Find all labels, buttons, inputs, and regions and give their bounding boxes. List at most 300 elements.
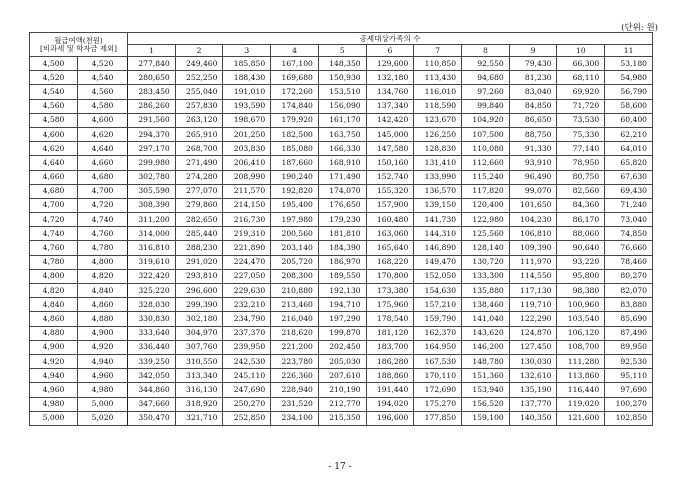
tax-cell: 145,000 (366, 127, 414, 141)
table-row (30, 397, 653, 411)
tax-cell: 314,000 (128, 227, 176, 241)
tax-cell: 111,280 (557, 354, 605, 368)
income-to-cell: 4,980 (78, 383, 128, 397)
unit-label: (단위: 원) (621, 23, 658, 33)
tax-cell: 157,900 (366, 198, 414, 212)
tax-cell: 257,830 (175, 99, 223, 113)
tax-cell: 268,700 (175, 142, 223, 156)
income-from-cell: 4,660 (30, 170, 78, 184)
tax-cell: 212,770 (318, 397, 366, 411)
tax-cell: 219,310 (223, 227, 271, 241)
table-row (30, 312, 653, 326)
tax-cell: 221,890 (223, 241, 271, 255)
income-from-cell: 4,860 (30, 312, 78, 326)
tax-cell: 54,980 (605, 71, 653, 85)
tax-cell: 168,220 (366, 255, 414, 269)
tax-cell: 282,650 (175, 213, 223, 227)
tax-cell: 255,040 (175, 85, 223, 99)
tax-cell: 159,100 (462, 411, 510, 425)
tax-cell: 77,140 (557, 142, 605, 156)
income-from-cell: 4,700 (30, 198, 78, 212)
tax-cell: 175,270 (414, 397, 462, 411)
income-to-cell: 4,720 (78, 198, 128, 212)
tax-cell: 195,400 (271, 198, 319, 212)
tax-cell: 203,140 (271, 241, 319, 255)
tax-cell: 249,460 (175, 57, 223, 71)
tax-cell: 203,830 (223, 142, 271, 156)
tax-cell: 130,030 (509, 354, 557, 368)
tax-cell: 131,410 (414, 156, 462, 170)
income-from-cell: 4,800 (30, 269, 78, 283)
tax-cell: 152,740 (366, 170, 414, 184)
tax-cell: 78,460 (605, 255, 653, 269)
tax-cell: 211,570 (223, 184, 271, 198)
tax-cell: 86,650 (509, 113, 557, 127)
table-row (30, 284, 653, 298)
tax-cell: 113,860 (557, 369, 605, 383)
tax-cell: 83,880 (605, 298, 653, 312)
table-row (30, 298, 653, 312)
income-from-cell: 4,540 (30, 85, 78, 99)
tax-cell: 74,850 (605, 227, 653, 241)
tax-cell: 80,750 (557, 170, 605, 184)
tax-cell: 80,270 (605, 269, 653, 283)
table-row (30, 127, 653, 141)
tax-cell: 218,620 (271, 326, 319, 340)
tax-cell: 123,670 (414, 113, 462, 127)
tax-cell: 122,290 (509, 312, 557, 326)
tax-cell: 129,600 (366, 57, 414, 71)
tax-cell: 221,200 (271, 340, 319, 354)
income-to-cell: 4,680 (78, 170, 128, 184)
tax-cell: 92,550 (462, 57, 510, 71)
tax-cell: 106,120 (557, 326, 605, 340)
table-row (30, 113, 653, 127)
tax-cell: 130,720 (462, 255, 510, 269)
tax-cell: 104,920 (462, 113, 510, 127)
tax-cell: 163,060 (366, 227, 414, 241)
tax-cell: 252,250 (175, 71, 223, 85)
income-from-cell: 4,560 (30, 99, 78, 113)
tax-cell: 71,240 (605, 198, 653, 212)
tax-cell: 229,630 (223, 284, 271, 298)
tax-cell: 139,150 (414, 198, 462, 212)
tax-cell: 58,600 (605, 99, 653, 113)
tax-cell: 162,370 (414, 326, 462, 340)
tax-cell: 140,350 (509, 411, 557, 425)
income-from-cell: 4,940 (30, 369, 78, 383)
tax-cell: 205,030 (318, 354, 366, 368)
tax-cell: 188,430 (223, 71, 271, 85)
tax-cell: 69,920 (557, 85, 605, 99)
income-from-cell: 4,820 (30, 284, 78, 298)
table-row (30, 369, 653, 383)
tax-cell: 138,460 (462, 298, 510, 312)
income-to-cell: 4,920 (78, 340, 128, 354)
tax-cell: 307,760 (175, 340, 223, 354)
income-to-cell: 4,560 (78, 85, 128, 99)
tax-cell: 313,340 (175, 369, 223, 383)
tax-cell: 90,640 (557, 241, 605, 255)
tax-cell: 188,860 (366, 369, 414, 383)
tax-cell: 178,540 (366, 312, 414, 326)
tax-cell: 224,470 (223, 255, 271, 269)
income-from-cell: 4,580 (30, 113, 78, 127)
tax-cell: 114,550 (509, 269, 557, 283)
tax-cell: 174,840 (271, 99, 319, 113)
tax-cell: 164,950 (414, 340, 462, 354)
tax-cell: 250,270 (223, 397, 271, 411)
tax-cell: 182,500 (271, 127, 319, 141)
tax-cell: 93,910 (509, 156, 557, 170)
tax-cell: 197,980 (271, 213, 319, 227)
income-to-cell: 4,660 (78, 156, 128, 170)
tax-cell: 173,380 (366, 284, 414, 298)
tax-cell: 85,690 (605, 312, 653, 326)
income-to-cell: 4,960 (78, 369, 128, 383)
tax-cell: 316,810 (128, 241, 176, 255)
tax-cell: 199,870 (318, 326, 366, 340)
tax-cell: 126,250 (414, 127, 462, 141)
tax-cell: 186,970 (318, 255, 366, 269)
tax-cell: 210,880 (271, 284, 319, 298)
income-from-cell: 4,740 (30, 227, 78, 241)
tax-cell: 92,530 (605, 354, 653, 368)
tax-cell: 100,960 (557, 298, 605, 312)
tax-cell: 132,610 (509, 369, 557, 383)
tax-cell: 192,820 (271, 184, 319, 198)
tax-cell: 179,230 (318, 213, 366, 227)
income-from-cell: 4,840 (30, 298, 78, 312)
income-to-cell: 4,520 (78, 57, 128, 71)
income-from-cell: 4,640 (30, 156, 78, 170)
tax-cell: 194,710 (318, 298, 366, 312)
tax-cell: 185,080 (271, 142, 319, 156)
tax-cell: 141,040 (462, 312, 510, 326)
tax-cell: 65,820 (605, 156, 653, 170)
tax-cell: 148,780 (462, 354, 510, 368)
tax-cell: 86,170 (557, 213, 605, 227)
tax-cell: 304,970 (175, 326, 223, 340)
income-from-cell: 4,920 (30, 354, 78, 368)
tax-cell: 76,660 (605, 241, 653, 255)
tax-cell: 146,890 (414, 241, 462, 255)
tax-cell: 285,440 (175, 227, 223, 241)
tax-cell: 293,810 (175, 269, 223, 283)
tax-cell: 88,750 (509, 127, 557, 141)
tax-cell: 318,920 (175, 397, 223, 411)
income-from-cell: 4,960 (30, 383, 78, 397)
tax-cell: 291,020 (175, 255, 223, 269)
row-header-text: 월급여액(천원) [비과세 및 학자금 제외] (39, 35, 118, 53)
table-row (30, 241, 653, 255)
tax-cell: 117,130 (509, 284, 557, 298)
col-header: 9 (509, 45, 557, 57)
tax-table (29, 32, 653, 426)
income-to-cell: 4,780 (78, 241, 128, 255)
table-row (30, 184, 653, 198)
table-body (30, 57, 653, 426)
tax-cell: 231,520 (271, 397, 319, 411)
tax-cell: 102,850 (605, 411, 653, 425)
tax-cell: 128,830 (414, 142, 462, 156)
tax-cell: 110,850 (414, 57, 462, 71)
tax-cell: 128,140 (462, 241, 510, 255)
tax-cell: 237,370 (223, 326, 271, 340)
col-header: 5 (318, 45, 366, 57)
col-header: 8 (462, 45, 510, 57)
tax-cell: 66,300 (557, 57, 605, 71)
tax-cell: 311,200 (128, 213, 176, 227)
tax-cell: 93,220 (557, 255, 605, 269)
tax-cell: 89,950 (605, 340, 653, 354)
tax-cell: 174,070 (318, 184, 366, 198)
income-from-cell: 4,760 (30, 241, 78, 255)
tax-cell: 110,080 (462, 142, 510, 156)
tax-cell: 165,640 (366, 241, 414, 255)
tax-cell: 146,200 (462, 340, 510, 354)
income-to-cell: 4,760 (78, 227, 128, 241)
table-row (30, 85, 653, 99)
tax-cell: 91,330 (509, 142, 557, 156)
tax-cell: 336,440 (128, 340, 176, 354)
tax-cell: 279,860 (175, 198, 223, 212)
tax-cell: 252,850 (223, 411, 271, 425)
tax-cell: 87,490 (605, 326, 653, 340)
tax-cell: 170,110 (414, 369, 462, 383)
tax-cell: 263,120 (175, 113, 223, 127)
tax-cell: 95,110 (605, 369, 653, 383)
tax-cell: 124,870 (509, 326, 557, 340)
tax-cell: 193,590 (223, 99, 271, 113)
tax-cell: 98,380 (557, 284, 605, 298)
tax-cell: 75,330 (557, 127, 605, 141)
tax-cell: 339,250 (128, 354, 176, 368)
tax-cell: 147,580 (366, 142, 414, 156)
tax-cell: 71,720 (557, 99, 605, 113)
tax-cell: 62,210 (605, 127, 653, 141)
income-from-cell: 4,720 (30, 213, 78, 227)
tax-cell: 226,360 (271, 369, 319, 383)
income-to-cell: 5,000 (78, 397, 128, 411)
table-row (30, 170, 653, 184)
tax-cell: 53,180 (605, 57, 653, 71)
income-to-cell: 4,820 (78, 269, 128, 283)
tax-cell: 137,770 (509, 397, 557, 411)
col-header: 3 (223, 45, 271, 57)
tax-cell: 196,600 (366, 411, 414, 425)
tax-cell: 274,280 (175, 170, 223, 184)
tax-cell: 125,560 (462, 227, 510, 241)
tax-cell: 200,560 (271, 227, 319, 241)
table-row (30, 57, 653, 71)
tax-cell: 299,980 (128, 156, 176, 170)
col-header: 7 (414, 45, 462, 57)
tax-cell: 99,070 (509, 184, 557, 198)
tax-cell: 79,430 (509, 57, 557, 71)
tax-cell: 117,820 (462, 184, 510, 198)
tax-cell: 245,110 (223, 369, 271, 383)
tax-cell: 181,120 (366, 326, 414, 340)
tax-cell: 297,170 (128, 142, 176, 156)
tax-cell: 325,220 (128, 284, 176, 298)
tax-cell: 171,490 (318, 170, 366, 184)
income-to-cell: 4,860 (78, 298, 128, 312)
tax-cell: 73,530 (557, 113, 605, 127)
income-to-cell: 4,880 (78, 312, 128, 326)
tax-cell: 333,640 (128, 326, 176, 340)
tax-cell: 247,690 (223, 383, 271, 397)
tax-cell: 330,830 (128, 312, 176, 326)
tax-cell: 170,800 (366, 269, 414, 283)
tax-cell: 198,670 (223, 113, 271, 127)
col-header: 4 (271, 45, 319, 57)
income-to-cell: 4,600 (78, 113, 128, 127)
tax-cell: 153,940 (462, 383, 510, 397)
tax-cell: 283,450 (128, 85, 176, 99)
tax-cell: 156,520 (462, 397, 510, 411)
tax-cell: 142,420 (366, 113, 414, 127)
tax-cell: 344,860 (128, 383, 176, 397)
tax-cell: 286,260 (128, 99, 176, 113)
tax-cell: 119,020 (557, 397, 605, 411)
income-to-cell: 4,800 (78, 255, 128, 269)
income-from-cell: 4,680 (30, 184, 78, 198)
tax-cell: 206,410 (223, 156, 271, 170)
tax-cell: 319,610 (128, 255, 176, 269)
tax-cell: 109,390 (509, 241, 557, 255)
tax-cell: 78,950 (557, 156, 605, 170)
tax-cell: 342,050 (128, 369, 176, 383)
tax-cell: 116,010 (414, 85, 462, 99)
tax-cell: 181,810 (318, 227, 366, 241)
tax-cell: 192,130 (318, 284, 366, 298)
tax-cell: 294,370 (128, 127, 176, 141)
tax-cell: 133,300 (462, 269, 510, 283)
tax-cell: 137,340 (366, 99, 414, 113)
income-to-cell: 4,840 (78, 284, 128, 298)
tax-cell: 149,470 (414, 255, 462, 269)
tax-cell: 119,710 (509, 298, 557, 312)
tax-cell: 205,720 (271, 255, 319, 269)
tax-cell: 113,430 (414, 71, 462, 85)
tax-cell: 302,180 (175, 312, 223, 326)
tax-cell: 97,690 (605, 383, 653, 397)
tax-cell: 202,450 (318, 340, 366, 354)
tax-cell: 316,130 (175, 383, 223, 397)
tax-cell: 308,390 (128, 198, 176, 212)
tax-cell: 84,850 (509, 99, 557, 113)
tax-cell: 103,540 (557, 312, 605, 326)
tax-cell: 134,760 (366, 85, 414, 99)
tax-cell: 60,400 (605, 113, 653, 127)
tax-cell: 88,060 (557, 227, 605, 241)
table-row (30, 198, 653, 212)
table-row (30, 227, 653, 241)
tax-cell: 106,810 (509, 227, 557, 241)
tax-cell: 127,450 (509, 340, 557, 354)
tax-cell: 280,650 (128, 71, 176, 85)
tax-cell: 191,440 (366, 383, 414, 397)
tax-cell: 141,730 (414, 213, 462, 227)
tax-cell: 108,700 (557, 340, 605, 354)
tax-cell: 163,750 (318, 127, 366, 141)
income-from-cell: 4,780 (30, 255, 78, 269)
income-to-cell: 4,700 (78, 184, 128, 198)
tax-cell: 94,680 (462, 71, 510, 85)
tax-cell: 144,310 (414, 227, 462, 241)
tax-cell: 168,910 (318, 156, 366, 170)
tax-cell: 190,240 (271, 170, 319, 184)
tax-cell: 116,440 (557, 383, 605, 397)
income-from-cell: 4,880 (30, 326, 78, 340)
tax-cell: 67,630 (605, 170, 653, 184)
dependents-group-header: 공제대상가족의 수 (128, 33, 653, 45)
tax-cell: 135,880 (462, 284, 510, 298)
tax-cell: 208,300 (271, 269, 319, 283)
tax-cell: 183,700 (366, 340, 414, 354)
tax-cell: 214,150 (223, 198, 271, 212)
tax-cell: 143,620 (462, 326, 510, 340)
tax-cell: 132,180 (366, 71, 414, 85)
tax-cell: 153,510 (318, 85, 366, 99)
table-row (30, 354, 653, 368)
tax-cell: 150,930 (318, 71, 366, 85)
tax-cell: 120,400 (462, 198, 510, 212)
tax-cell: 321,710 (175, 411, 223, 425)
tax-cell: 157,210 (414, 298, 462, 312)
tax-cell: 152,050 (414, 269, 462, 283)
tax-cell: 133,990 (414, 170, 462, 184)
tax-cell: 186,280 (366, 354, 414, 368)
tax-cell: 97,260 (462, 85, 510, 99)
tax-cell: 154,630 (414, 284, 462, 298)
tax-cell: 302,780 (128, 170, 176, 184)
tax-cell: 82,070 (605, 284, 653, 298)
income-from-cell: 4,620 (30, 142, 78, 156)
tax-cell: 207,610 (318, 369, 366, 383)
tax-cell: 69,430 (605, 184, 653, 198)
tax-cell: 277,840 (128, 57, 176, 71)
tax-cell: 187,660 (271, 156, 319, 170)
tax-cell: 166,330 (318, 142, 366, 156)
tax-cell: 101,650 (509, 198, 557, 212)
tax-cell: 322,420 (128, 269, 176, 283)
tax-cell: 81,230 (509, 71, 557, 85)
page-number: - 17 - (328, 462, 352, 472)
table-row (30, 255, 653, 269)
tax-cell: 185,850 (223, 57, 271, 71)
row-header (30, 33, 128, 57)
tax-cell: 184,390 (318, 241, 366, 255)
income-from-cell: 4,600 (30, 127, 78, 141)
tax-cell: 111,970 (509, 255, 557, 269)
tax-cell: 121,600 (557, 411, 605, 425)
tax-cell: 159,790 (414, 312, 462, 326)
tax-cell: 242,530 (223, 354, 271, 368)
tax-cell: 148,350 (318, 57, 366, 71)
tax-cell: 161,170 (318, 113, 366, 127)
table-row (30, 383, 653, 397)
tax-cell: 83,040 (509, 85, 557, 99)
tax-cell: 232,210 (223, 298, 271, 312)
tax-cell: 216,730 (223, 213, 271, 227)
tax-cell: 151,360 (462, 369, 510, 383)
col-header: 2 (175, 45, 223, 57)
tax-cell: 239,950 (223, 340, 271, 354)
tax-cell: 107,500 (462, 127, 510, 141)
income-from-cell: 4,980 (30, 397, 78, 411)
